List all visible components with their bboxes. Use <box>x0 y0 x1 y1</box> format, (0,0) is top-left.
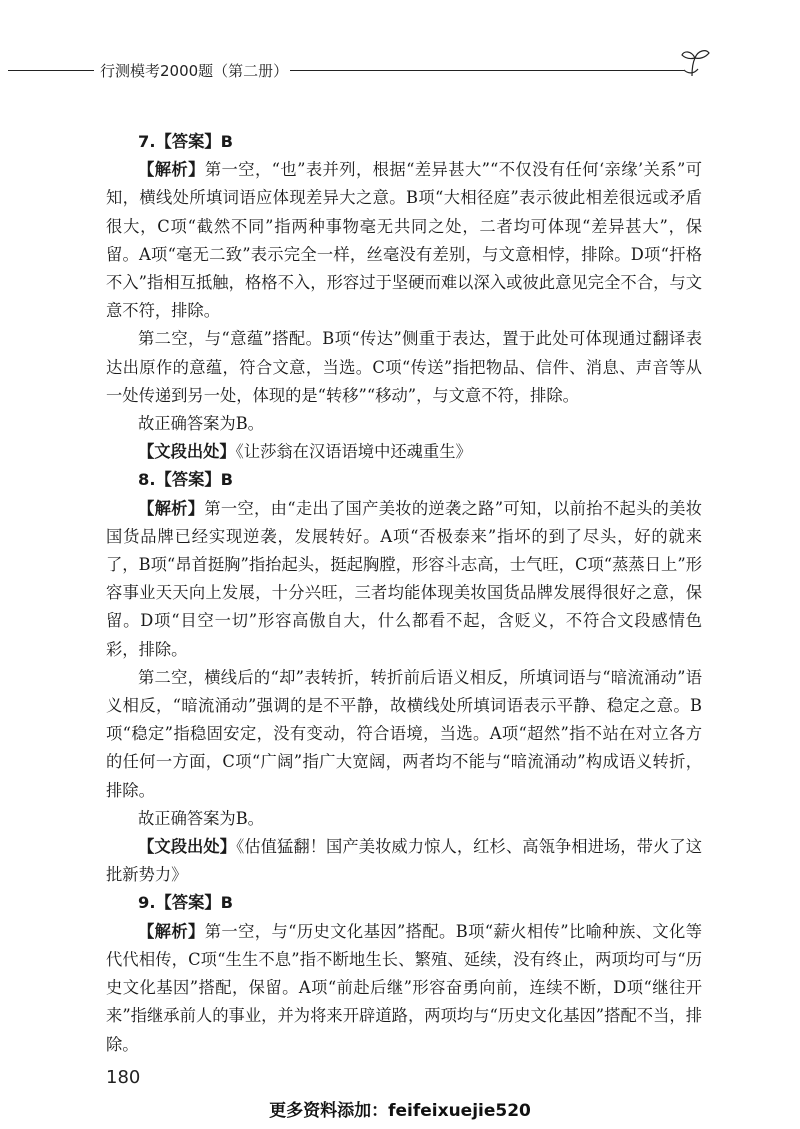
footer-contact: 更多资料添加：feifeixuejie520 <box>269 1101 531 1121</box>
header-rule-left <box>8 70 94 71</box>
analysis-paragraph: 第二空，与“意蕴”搭配。B项“传达”侧重于表达，置于此处可体现通过翻译表达出原作的意蕴，符合文意，当选。C项“传送”指把物品、信件、消息、声音等从一处传递到另一处，体现的是“转移”“移动”，与文意不符，排除。 <box>106 329 702 405</box>
analysis-paragraph: 【解析】第一空，由“走出了国产美妆的逆袭之路”可知，以前抬不起头的美妆国货品牌已经实现逆袭，发展转好。A项“否极泰来”指坏的到了尽头，好的就来了，B项“昂首挺胸”指抬起头，挺起胸膛，形容斗志高，士气旺，C项“蒸蒸日上”形容事业天天向上发展，十分兴旺，三者均能体现美妆国货品牌发展得很好之意，保留。D项“目空一切”形容高傲自大，什么都看不起，含贬义，不符合文段感情色彩，排除。 <box>106 498 702 659</box>
running-header <box>0 52 800 92</box>
answer-line: 8.【答案】B <box>138 470 234 490</box>
book-title: 行测模考2000题（第二册） <box>100 62 289 80</box>
source-line: 【文段出处】《估值猛翻！国产美妆威力惊人，红杉、高瓴争相进场，带火了这批新势力》 <box>106 837 702 885</box>
analysis-paragraph: 【解析】第一空，与“历史文化基因”搭配。B项“薪火相传”比喻种族、文化等代代相传，C项“生生不息”指不断地生长、繁殖、延续，没有终止，两项均可与“历史文化基因”搭配，保留。A项“前赴后继”形容奋勇向前，连续不断，D项“继往开来”指继承前人的事业，并为将来开辟道路，两项均与“历史文化基因”搭配不当，排除。 <box>106 921 702 1054</box>
answer-line: 7.【答案】B <box>138 132 234 151</box>
answer-explanations <box>106 128 702 1059</box>
conclusion: 故正确答案为B。 <box>138 414 264 434</box>
header-rule-right <box>290 70 684 71</box>
conclusion: 故正确答案为B。 <box>138 808 264 828</box>
sprout-icon <box>678 46 712 80</box>
source-line: 【文段出处】《让莎翁在汉语语境中还魂重生》 <box>138 442 472 462</box>
page-number: 180 <box>106 1067 141 1088</box>
analysis-paragraph: 【解析】第一空，“也”表并列，根据“差异甚大”“不仅没有任何‘亲缘’关系”可知，横线处所填词语应体现差异大之意。B项“大相径庭”表示彼此相差很远或矛盾很大，C项“截然不同”指两种事物毫无共同之处，二者均可体现“差异甚大”，保留。A项“毫无二致”表示完全一样，丝毫没有差别，与文意相悖，排除。D项“扞格不入”指相互抵触，格格不入，形容过于坚硬而难以深入或彼此意见完全不合，与文意不符，排除。 <box>106 160 702 321</box>
analysis-paragraph: 第二空，横线后的“却”表转折，转折前后语义相反，所填词语与“暗流涌动”语义相反，“暗流涌动”强调的是不平静，故横线处所填词语表示平静、稳定之意。B项“稳定”指稳固安定，没有变动，符合语境，当选。A项“超然”指不站在对立各方的任何一方面，C项“广阔”指广大宽阔，两者均不能与“暗流涌动”构成语义转折，排除。 <box>106 667 702 800</box>
answer-line: 9.【答案】B <box>138 893 234 913</box>
